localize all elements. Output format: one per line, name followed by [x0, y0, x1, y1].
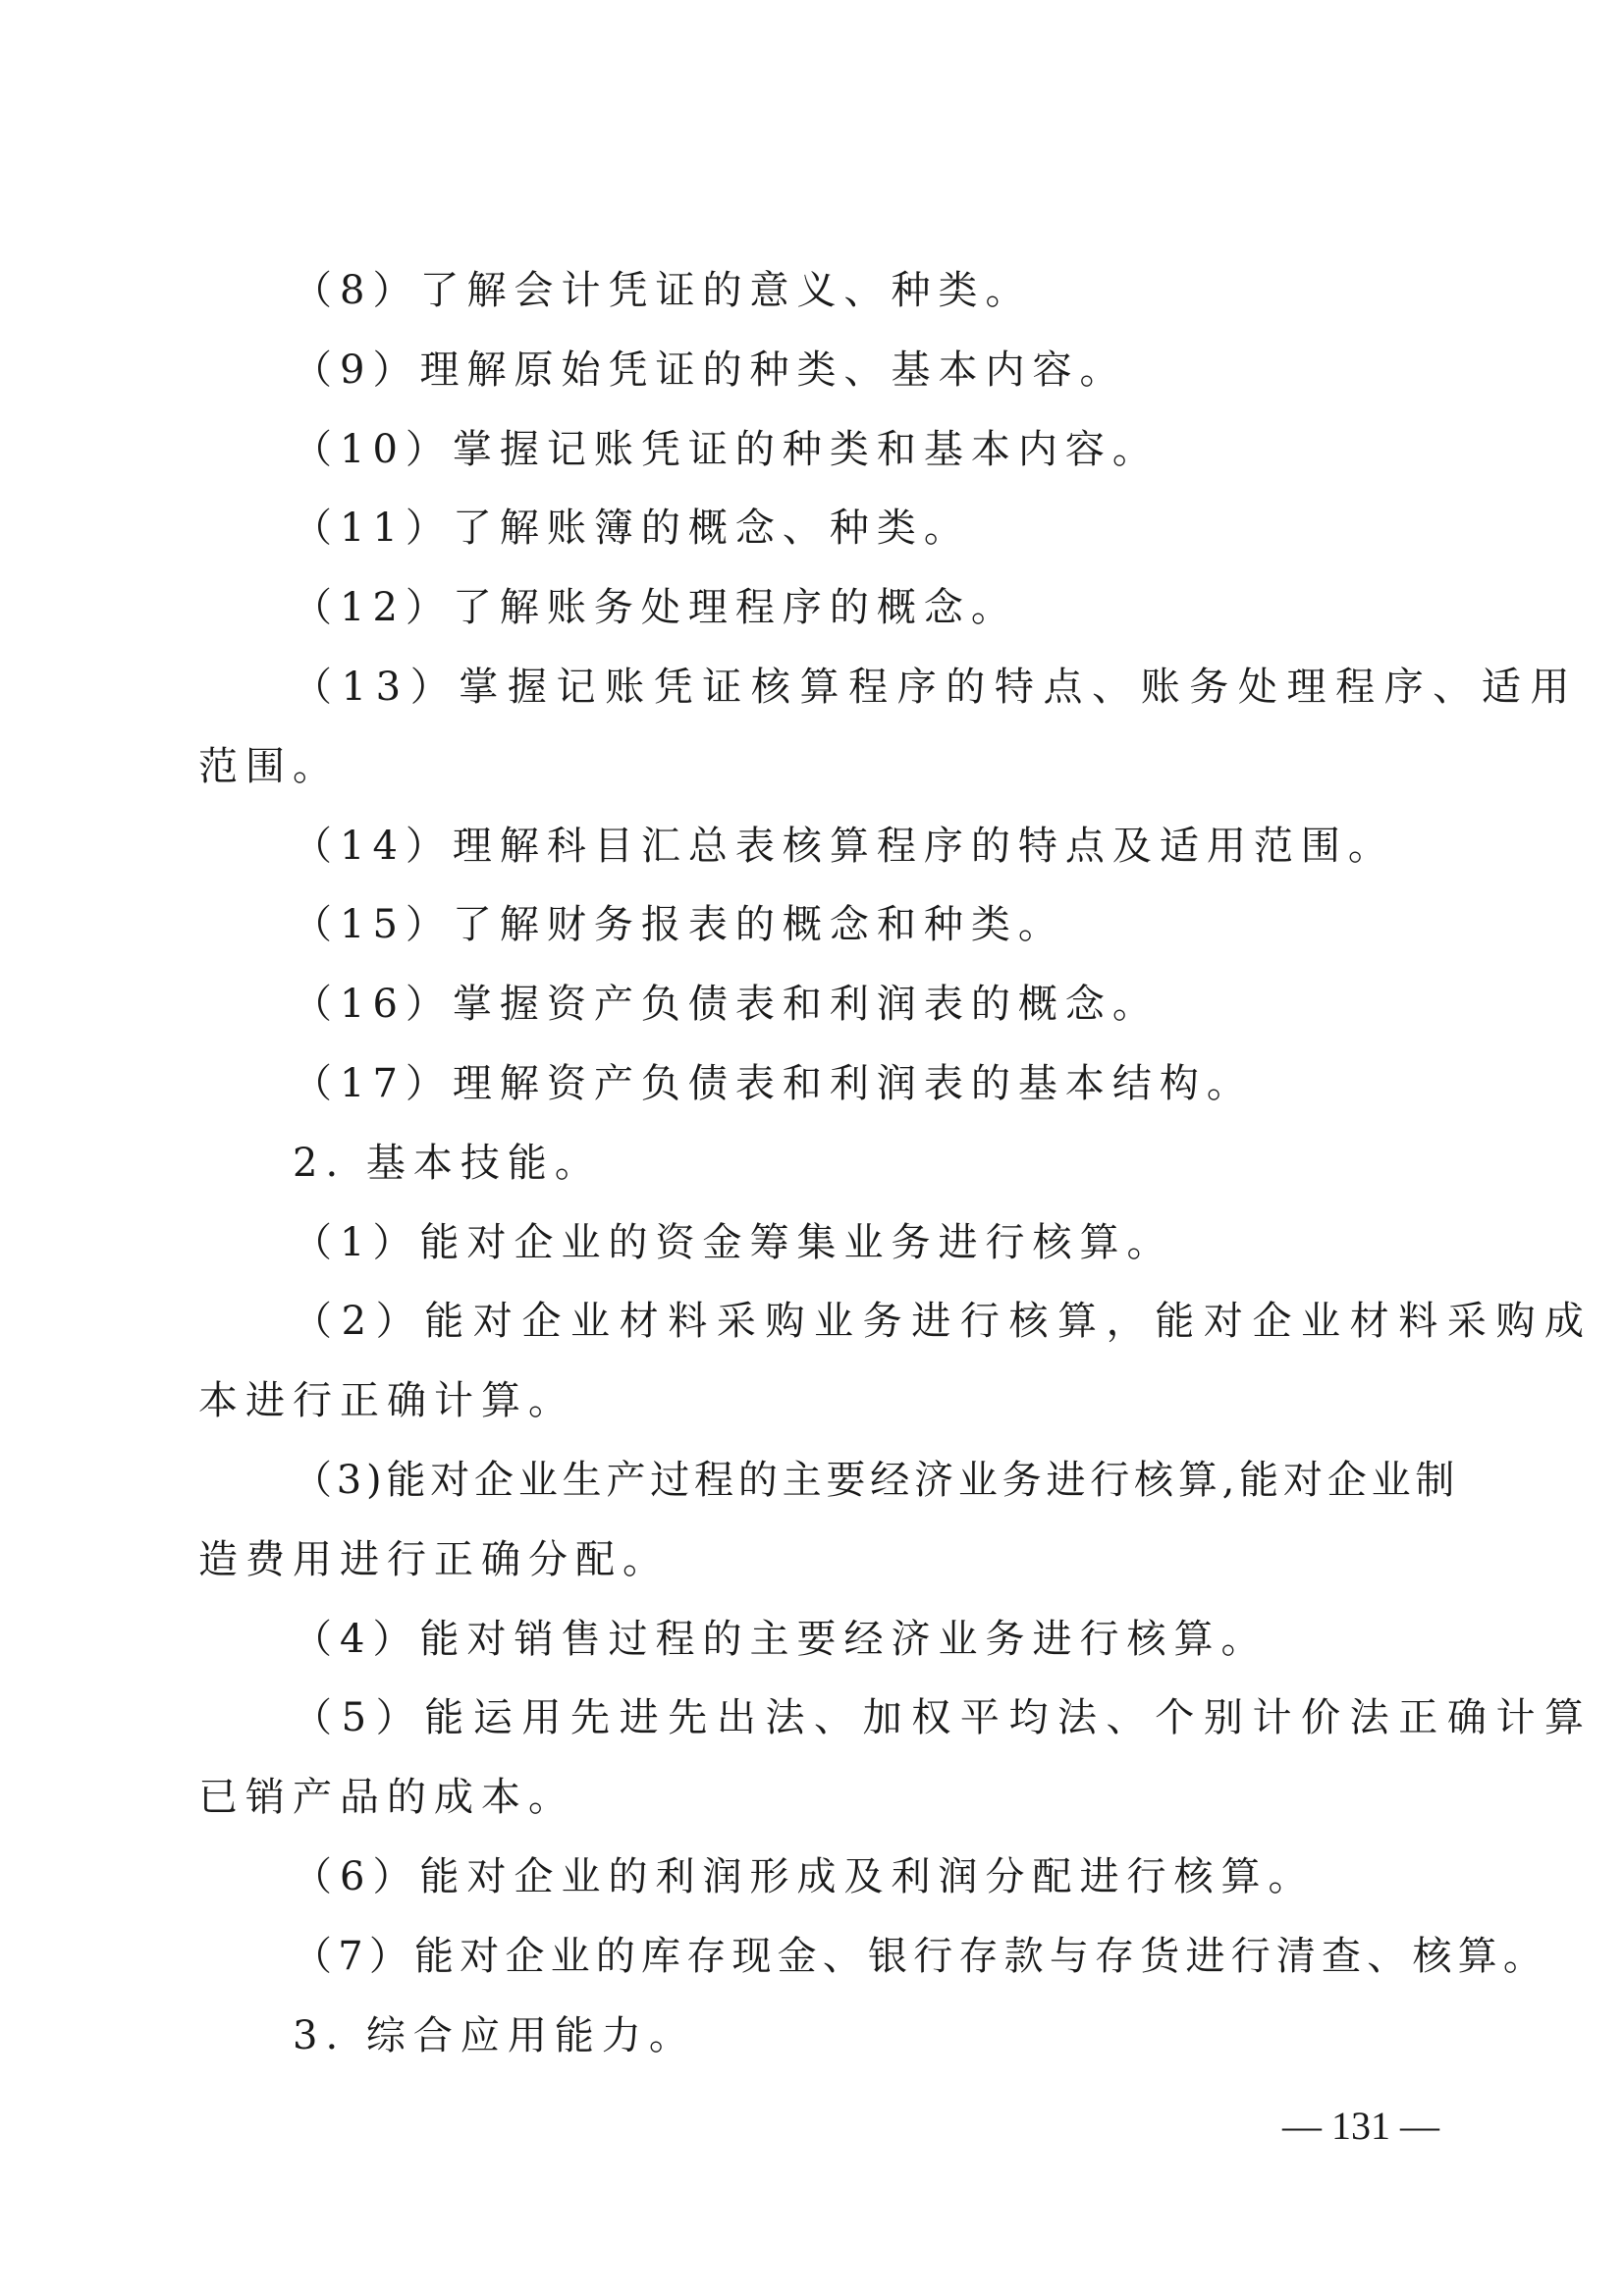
skill-line-3-part-2: 造费用进行正确分配。: [198, 1536, 670, 1582]
paragraph-line-13-part-2: 范围。: [198, 743, 340, 789]
paragraph-line-14: （14）理解科目汇总表核算程序的特点及适用范围。: [293, 823, 1395, 869]
skill-line-3-part-1: （3)能对企业生产过程的主要经济业务进行核算,能对企业制: [293, 1457, 1460, 1503]
skill-line-5-part-2: 已销产品的成本。: [198, 1775, 575, 1821]
paragraph-line-16: （16）掌握资产负债表和利润表的概念。: [293, 982, 1160, 1028]
document-body: [198, 251, 1594, 2075]
skill-line-2-part-1: （2）能对企业材料采购业务进行核算，能对企业材料采购成: [293, 1299, 1594, 1345]
skill-line-2-part-2: 本进行正确计算。: [198, 1378, 575, 1424]
skill-line-5-part-1: （5）能运用先进先出法、加权平均法、个别计价法正确计算: [293, 1695, 1594, 1741]
paragraph-line-8: （8）了解会计凭证的意义、种类。: [293, 268, 1033, 313]
skill-line-4: （4）能对销售过程的主要经济业务进行核算。: [293, 1616, 1269, 1662]
skill-line-1: （1）能对企业的资金筹集业务进行核算。: [293, 1219, 1174, 1265]
paragraph-line-11: （11）了解账簿的概念、种类。: [293, 506, 971, 552]
section-heading-comprehensive-ability: 3. 综合应用能力。: [293, 2012, 696, 2058]
section-heading-basic-skills: 2. 基本技能。: [293, 1140, 602, 1186]
skill-line-6: （6）能对企业的利润形成及利润分配进行核算。: [293, 1853, 1316, 1899]
paragraph-line-13-part-1: （13）掌握记账凭证核算程序的特点、账务处理程序、适用: [293, 664, 1580, 710]
paragraph-line-12: （12）了解账务处理程序的概念。: [293, 585, 1018, 631]
skill-line-7: （7）能对企业的库存现金、银行存款与存货进行清查、核算。: [293, 1933, 1549, 1979]
paragraph-line-9: （9）理解原始凭证的种类、基本内容。: [293, 347, 1127, 393]
paragraph-line-15: （15）了解财务报表的概念和种类。: [293, 902, 1065, 948]
paragraph-line-17: （17）理解资产负债表和利润表的基本结构。: [293, 1060, 1254, 1106]
page-number: — 131 —: [1282, 2104, 1439, 2148]
paragraph-line-10: （10）掌握记账凭证的种类和基本内容。: [293, 426, 1160, 472]
